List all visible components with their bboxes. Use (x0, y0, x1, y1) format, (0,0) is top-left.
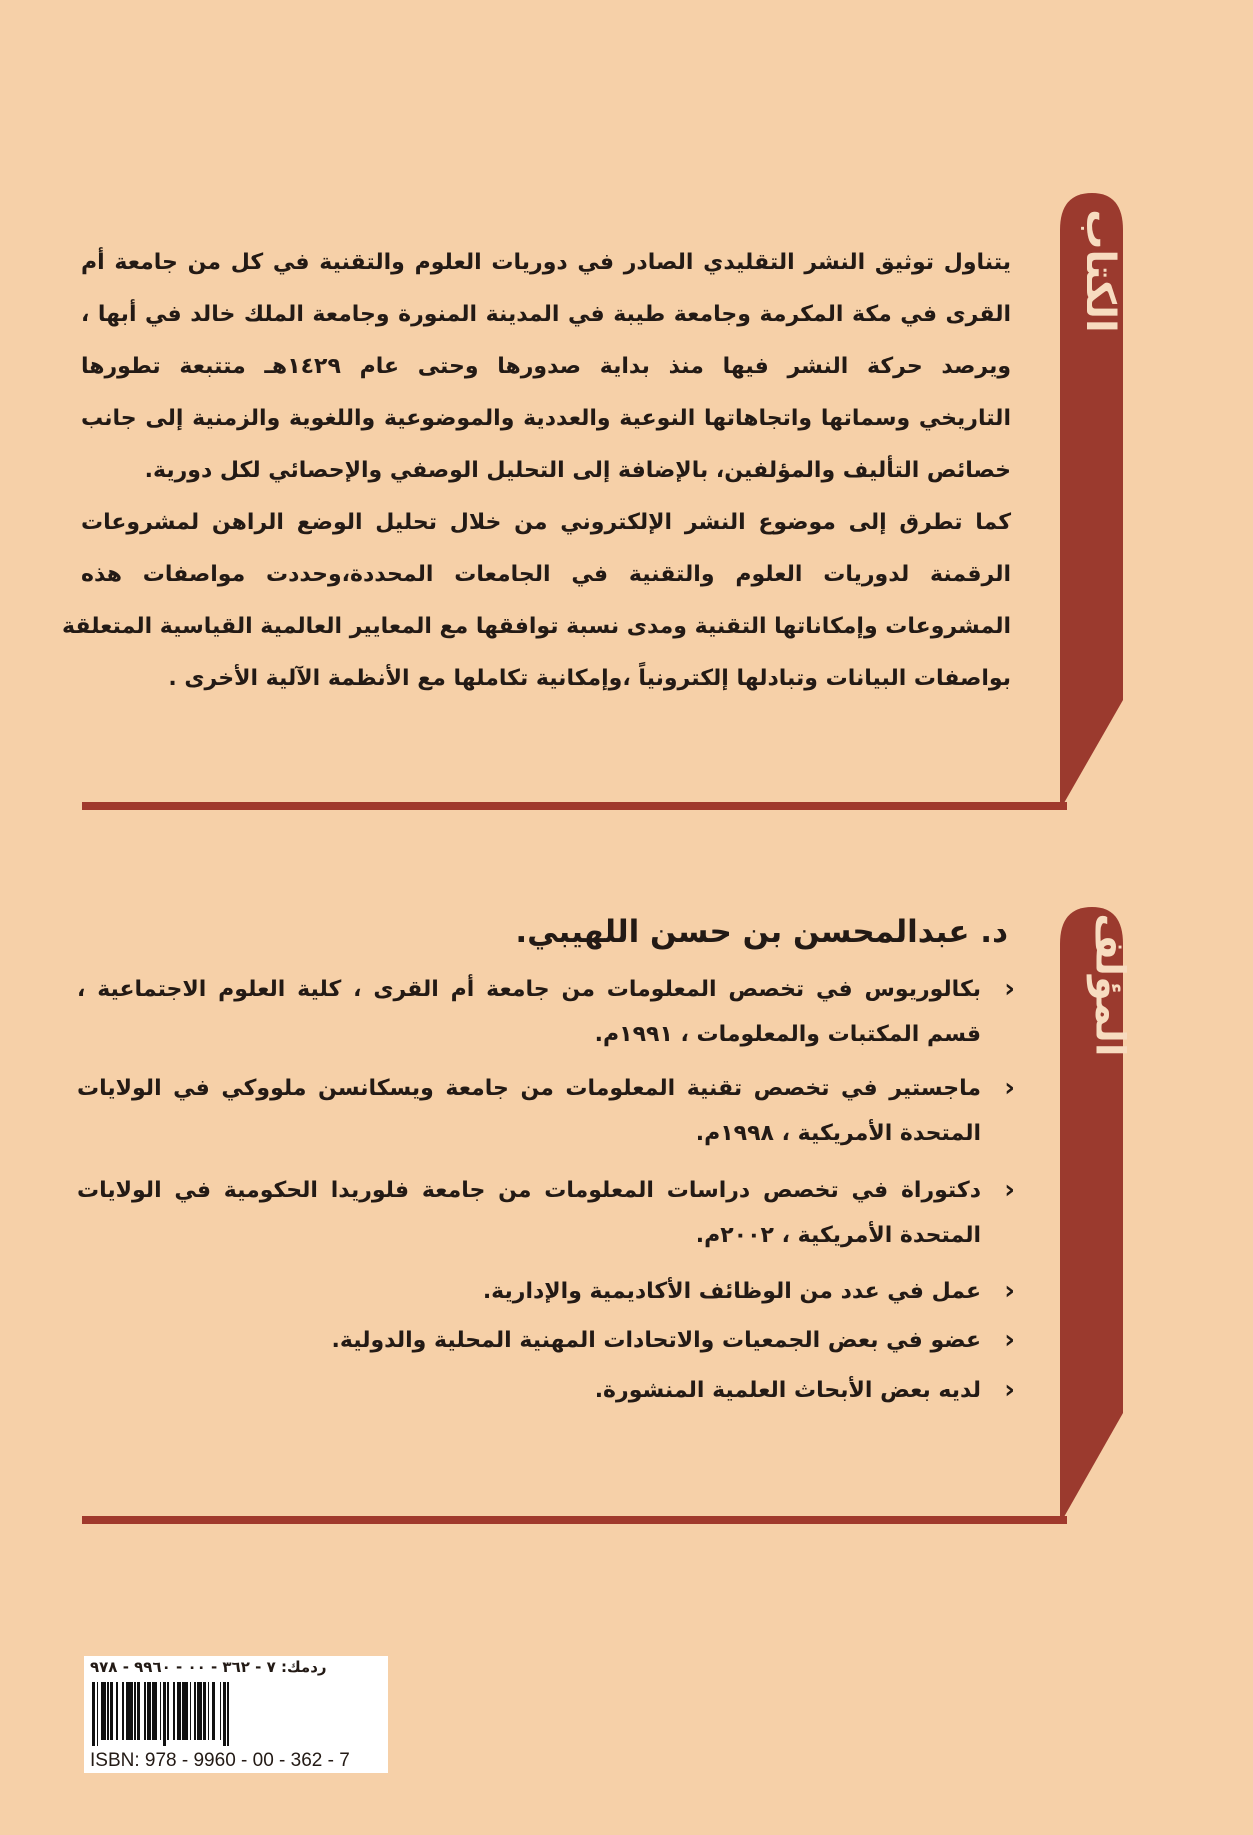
list-item-text: عضو في بعض الجمعيات والاتحادات المهنية المحلية والدولية. (331, 1327, 981, 1353)
isbn-number: ISBN: 978 - 9960 - 00 - 362 - 7 (90, 1750, 350, 1771)
chevron-icon: ‹ (1004, 1276, 1015, 1306)
author-divider (82, 1516, 1067, 1524)
description-line: كما تطرق إلى موضوع النشر الإلكتروني من خلال تحليل الوضع الراهن لمشروعات (81, 510, 1011, 535)
isbn-barcode (84, 1656, 388, 1773)
list-item (77, 972, 1015, 1006)
list-item (77, 1173, 1015, 1207)
book-divider (82, 802, 1067, 810)
list-item (77, 1274, 1015, 1308)
list-item-continuation: المتحدة الأمريكية ، ٢٠٠٢م. (695, 1223, 981, 1248)
isbn-arabic: ردمك: ٧ - ٣٦٢ - ٠٠ - ٩٩٦٠ - ٩٧٨ (90, 1658, 327, 1676)
chevron-icon: ‹ (1004, 1375, 1015, 1405)
chevron-icon: ‹ (1004, 1325, 1015, 1355)
description-line: التاريخي وسماتها واتجاهاتها النوعية والعددية والموضوعية واللغوية والزمنية إلى جانب (81, 406, 1011, 431)
chevron-icon: ‹ (1004, 974, 1015, 1004)
description-line: المشروعات وإمكاناتها التقنية ومدى نسبة توافقها مع المعايير العالمية القياسية المتعلقة (62, 614, 1011, 639)
chevron-icon: ‹ (1004, 1073, 1015, 1103)
list-item (77, 1373, 1015, 1407)
barcode-bar (229, 1682, 232, 1746)
description-line: الرقمنة لدوريات العلوم والتقنية في الجامعات المحددة،وحددت مواصفات هذه (81, 562, 1011, 587)
description-line: خصائص التأليف والمؤلفين، بالإضافة إلى التحليل الوصفي والإحصائي لكل دورية. (144, 458, 1011, 483)
barcode-bars (92, 1682, 380, 1746)
list-item-text: بكالوريوس في تخصص المعلومات من جامعة أم القرى ، كلية العلوم الاجتماعية ، (77, 976, 981, 1002)
book-tab-title: الكتاب (1076, 209, 1123, 333)
chevron-icon: ‹ (1004, 1175, 1015, 1205)
description-line: ويرصد حركة النشر فيها منذ بداية صدورها وحتى عام ١٤٢٩هـ متتبعة تطورها (81, 354, 1012, 379)
author-tab-title: المؤلف (1086, 913, 1133, 1057)
description-line: بواصفات البيانات وتبادلها إلكترونياً ،وإمكانية تكاملها مع الأنظمة الآلية الأخرى . (168, 666, 1011, 691)
list-item-continuation: قسم المكتبات والمعلومات ، ١٩٩١م. (594, 1022, 981, 1047)
list-item-text: دكتوراة في تخصص دراسات المعلومات من جامعة فلوريدا الحكومية في الولايات (77, 1177, 981, 1203)
author-name: د. عبدالمحسن بن حسن اللهيبي. (515, 914, 1008, 950)
description-line: يتناول توثيق النشر التقليدي الصادر في دوريات العلوم والتقنية في كل من جامعة أم (81, 250, 1011, 275)
description-line: القرى في مكة المكرمة وجامعة طيبة في المدينة المنورة وجامعة الملك خالد في أبها ، (81, 302, 1011, 327)
list-item-text: لديه بعض الأبحاث العلمية المنشورة. (594, 1377, 981, 1403)
list-item (77, 1071, 1015, 1105)
list-item-text: ماجستير في تخصص تقنية المعلومات من جامعة ويسكانسن ملووكي في الولايات (77, 1075, 981, 1101)
list-item (77, 1323, 1015, 1357)
list-item-text: عمل في عدد من الوظائف الأكاديمية والإدارية. (482, 1278, 981, 1304)
list-item-continuation: المتحدة الأمريكية ، ١٩٩٨م. (695, 1121, 981, 1146)
